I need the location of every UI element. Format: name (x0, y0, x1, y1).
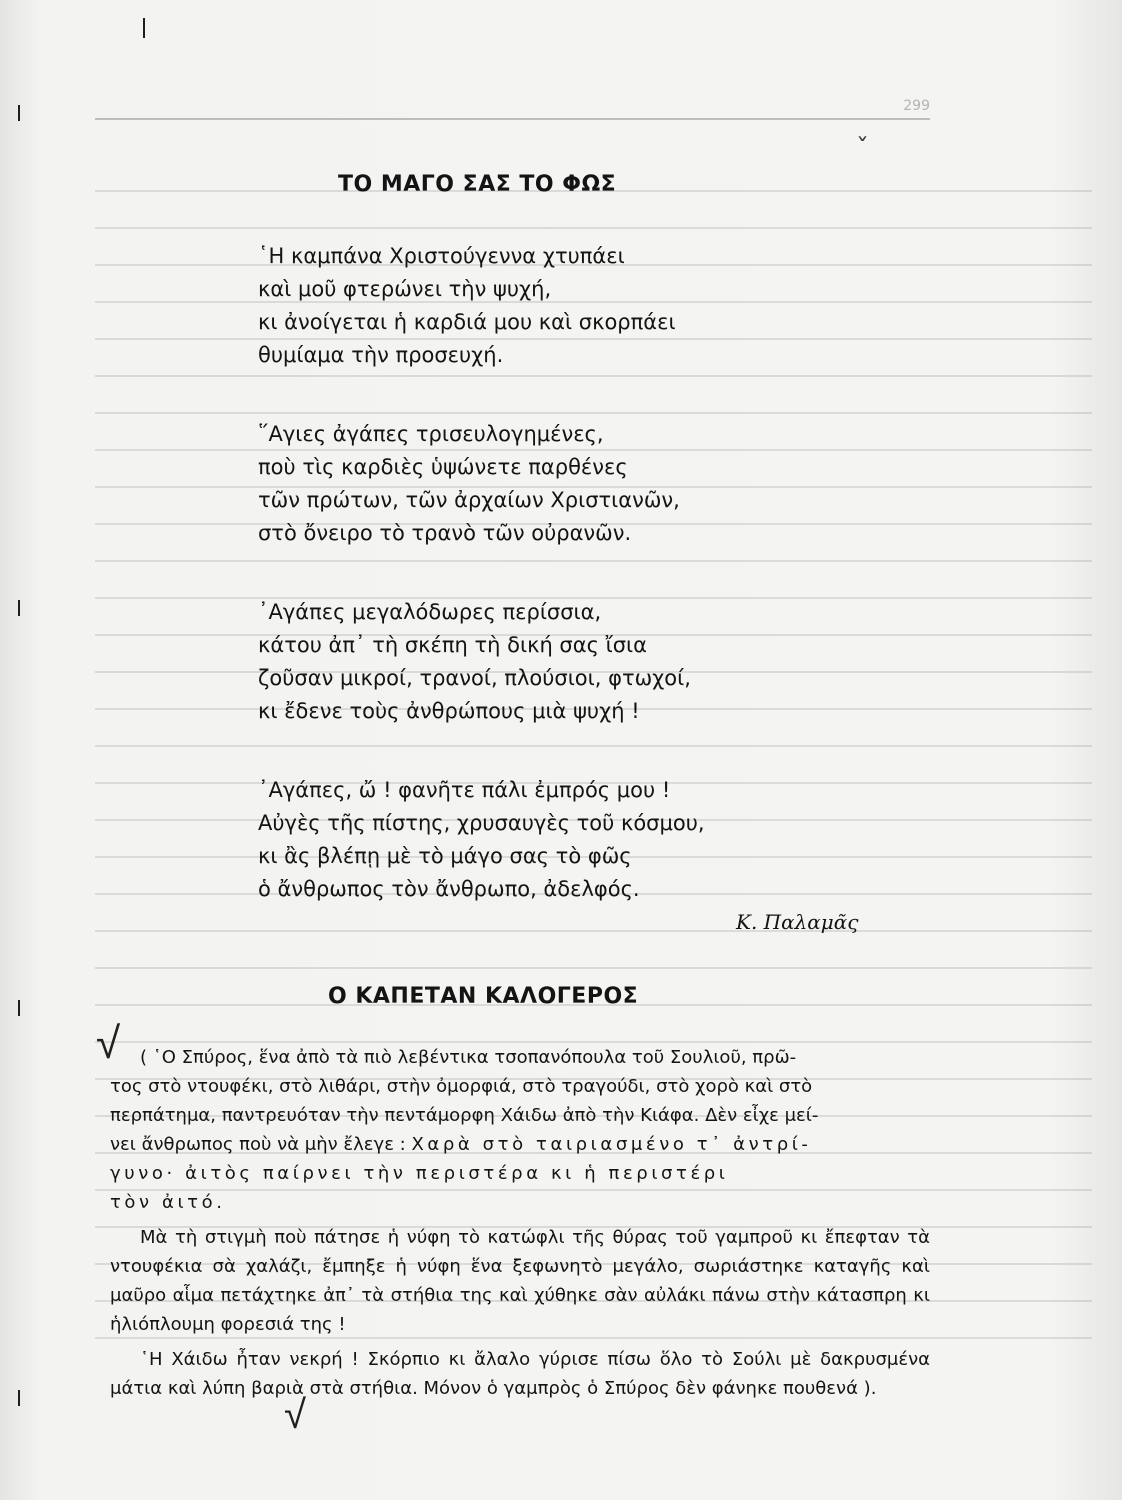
story-saying: τὸν ἀιτό. (110, 1192, 226, 1213)
poem-stanza (258, 774, 818, 906)
poem-line: ῞Αγιες ἀγάπες τρισευλογημένες, (258, 422, 604, 446)
poem-line: κι ἔδενε τοὺς ἀνθρώπους μιὰ ψυχή ! (258, 699, 640, 723)
poem-body (258, 240, 818, 952)
poem-line: ᾿Αγάπες, ὤ ! φανῆτε πάλι ἐμπρός μου ! (258, 778, 671, 802)
pencil-mark-icon: ˇ (856, 134, 869, 164)
story-saying: γυνο· ἀιτὸς παίρνει τὴν περιστέρα κι ἡ περιστέρι (110, 1163, 729, 1184)
poem-stanza (258, 240, 818, 372)
poem-stanza (258, 596, 818, 728)
poem-stanza (258, 418, 818, 550)
check-mark-icon: √ (284, 1392, 306, 1438)
story-title: Ο ΚΑΠΕΤΑΝ ΚΑΛΟΓΕΡΟΣ (328, 984, 639, 1009)
header-rule (95, 118, 930, 120)
poem-line: κι ἀνοίγεται ἡ καρδιά μου καὶ σκορπάει (258, 310, 676, 334)
poem-line: τῶν πρώτων, τῶν ἀρχαίων Χριστιανῶν, (258, 488, 680, 512)
story-text (110, 1043, 930, 1403)
story-intro-line: τος στὸ ντουφέκι, στὸ λιθάρι, στὴν ὀμορφιά, στὸ τραγούδι, στὸ χορὸ καὶ στὸ (110, 1076, 813, 1097)
poem-line: κάτου ἀπ᾿ τὴ σκέπη τὴ δική σας ἴσια (258, 633, 647, 657)
check-mark-icon: √ (96, 1018, 121, 1069)
margin-tick-mark (18, 1390, 20, 1406)
poem-line: ᾿Αγάπες μεγαλόδωρες περίσσια, (258, 600, 602, 624)
margin-tick-mark (143, 18, 145, 38)
poem-line: ὁ ἄνθρωπος τὸν ἄνθρωπο, ἀδελφός. (258, 877, 640, 901)
poem-line: ῾Η καμπάνα Χριστούγεννα χτυπάει (258, 244, 625, 268)
poem-title: ΤΟ ΜΑΓΟ ΣΑΣ ΤΟ ΦΩΣ (338, 172, 617, 197)
poem-line: κι ἂς βλέπῃ μὲ τὸ μάγο σας τὸ φῶς (258, 844, 632, 868)
page-number: 299 (903, 98, 930, 114)
story-saying: Χαρὰ στὸ ταιριασμένο τ᾿ ἀντρί- (411, 1134, 812, 1155)
story-paragraph: Μὰ τὴ στιγμὴ ποὺ πάτησε ἡ νύφη τὸ κατώφλι τῆς θύρας τοῦ γαμπροῦ κι ἔπεφταν τὰ ντουφέκια σὰ χαλάζι, ἔμπηξε ἡ νύφη ἕνα ξεφωνητὸ μεγάλο, σωριάστηκε καταγῆς καὶ μαῦρο αἷμα πετάχτηκε ἀπ᾿ τὰ στήθια της καὶ χύθηκε σὰν αὐλάκι πάνω στὴν κάτασπρη κι ἡλιόπλουμη φορεσιά της ! (110, 1227, 930, 1335)
story-intro-line: νει ἄνθρωπος ποὺ νὰ μὴν ἔλεγε : (110, 1134, 406, 1155)
story-paragraph: ῾Η Χάιδω ἦταν νεκρή ! Σκόρπιο κι ἄλαλο γύρισε πίσω ὅλο τὸ Σούλι μὲ δακρυσμένα μάτια καὶ λύπη βαριὰ στὰ στήθια. Μόνον ὁ γαμπρὸς ὁ Σπύρος δὲν φάνηκε πουθενά ). (110, 1349, 930, 1399)
poem-line: Αὐγὲς τῆς πίστης, χρυσαυγὲς τοῦ κόσμου, (258, 811, 705, 835)
margin-tick-mark (18, 1000, 20, 1016)
story-intro-line: ( ῾Ο Σπύρος, ἕνα ἀπὸ τὰ πιὸ λεβέντικα τσοπανόπουλα τοῦ Σουλιοῦ, πρῶ- (140, 1047, 797, 1068)
poem-line: ποὺ τὶς καρδιὲς ὑψώνετε παρθένες (258, 455, 628, 479)
margin-tick-mark (18, 600, 20, 616)
poem-line: καὶ μοῦ φτερώνει τὴν ψυχή, (258, 277, 552, 301)
poem-line: στὸ ὄνειρο τὸ τρανὸ τῶν οὐρανῶν. (258, 521, 632, 545)
margin-tick-mark (18, 105, 20, 121)
poem-line: θυμίαμα τὴν προσευχή. (258, 343, 504, 367)
story-intro (110, 1043, 930, 1217)
story-intro-line: περπάτημα, παντρευόταν τὴν πεντάμορφη Χάιδω ἀπὸ τὴν Κιάφα. Δὲν εἶχε μεί- (110, 1105, 819, 1126)
poem-signature: Κ. Παλαμᾶς (736, 910, 859, 934)
poem-line: ζοῦσαν μικροί, τρανοί, πλούσιοι, φτωχοί, (258, 666, 691, 690)
